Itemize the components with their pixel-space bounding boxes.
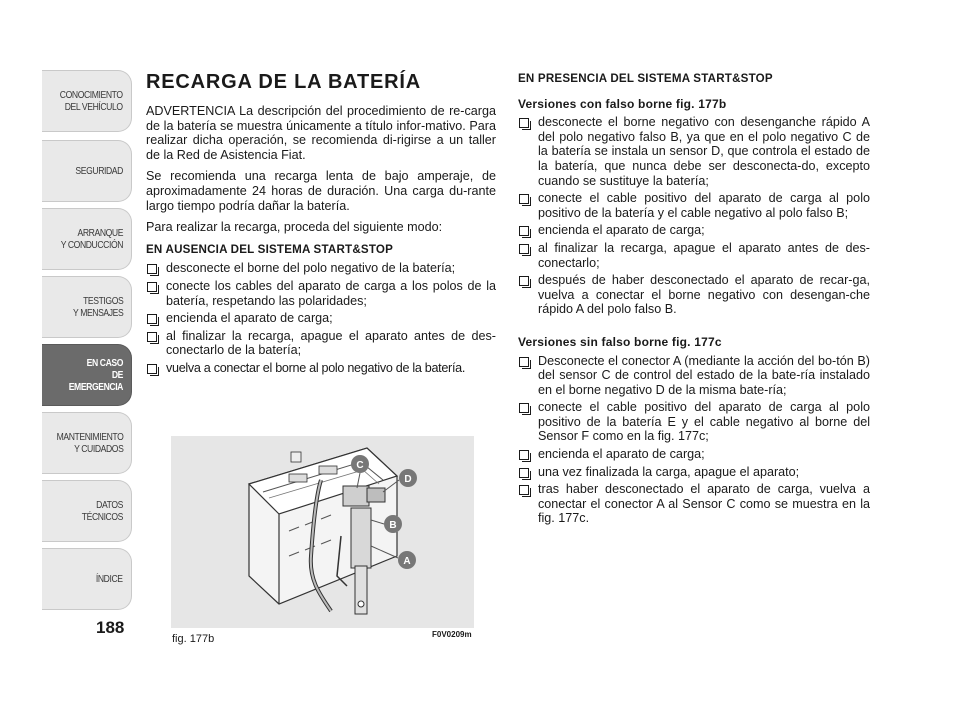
list-item: encienda el aparato de carga; (518, 447, 870, 462)
tab-label: ÍNDICE (96, 573, 123, 585)
tab-mantenimiento-y-cuidados[interactable] (42, 412, 132, 474)
list-item: vuelva a conectar el borne al polo negativo de la batería. (146, 361, 496, 376)
tab-datos-tecnicos[interactable] (42, 480, 132, 542)
checkbox-bullet-icon (147, 282, 157, 292)
svg-text:D: D (404, 474, 412, 485)
checkbox-bullet-icon (519, 194, 529, 204)
list-item: después de haber desconectado el aparato de recar-ga, vuelva a conectar el borne negativo con desengan-che rápido A del polo falso B. (518, 273, 870, 317)
list-item: Desconecte el conector A (mediante la acción del bo-tón B) del sensor C de control del estado de la bate-ría instalado en el borne negativo D de la misma bate-ría; (518, 354, 870, 398)
label-d (399, 469, 417, 487)
tab-testigos-y-mensajes[interactable] (42, 276, 132, 338)
heading-with-start-stop: EN PRESENCIA DEL SISTEMA START&STOP (518, 72, 773, 85)
checkbox-bullet-icon (147, 314, 157, 324)
list-item: tras haber desconectado el aparato de carga, vuelva a conectar el conector A al Sensor C como se muestra en la fig. 177c. (518, 482, 870, 526)
checkbox-bullet-icon (519, 485, 529, 495)
tab-label: DATOS TÉCNICOS (81, 499, 123, 523)
recommendation-paragraph: Se recomienda una recarga lenta de bajo amperaje, de aproximadamente 24 horas de duración. Una carga du-rante largo tiempo podría dañar la batería. (146, 169, 496, 213)
procedure-intro: Para realizar la recarga, proceda del siguiente modo: (146, 220, 443, 235)
checkbox-bullet-icon (519, 118, 529, 128)
tab-indice[interactable] (42, 548, 132, 610)
checkbox-bullet-icon (519, 403, 529, 413)
right-column (518, 70, 870, 532)
section-without-false-terminal-title: Versiones sin falso borne fig. 177c (518, 334, 722, 349)
page-number: 188 (96, 618, 125, 637)
warning-paragraph: ADVERTENCIA La descripción del procedimiento de re-carga de la batería se muestra únicamente a título infor-mativo. Para realizar dicha operación, se recomienda di-rigirse a un taller de la Red de Asistencia Fiat. (146, 104, 496, 162)
checkbox-bullet-icon (147, 364, 157, 374)
left-column (146, 70, 496, 382)
tab-label: CONOCIMIENTO DEL VEHÍCULO (60, 89, 123, 113)
tab-label: MANTENIMIENTO Y CUIDADOS (56, 431, 123, 455)
label-c (351, 455, 369, 473)
list-item: una vez finalizada la carga, apague el aparato; (518, 465, 870, 480)
tab-seguridad[interactable] (42, 140, 132, 202)
subheading-without-start-stop: EN AUSENCIA DEL SISTEMA START&STOP (146, 242, 394, 256)
figure-code: F0V0209m (432, 630, 472, 639)
list-item: conecte el cable positivo del aparato de carga al polo positivo de la batería E y el cable negativo al borne del Sensor F como en la fig. 177c; (518, 400, 870, 444)
svg-text:C: C (356, 460, 364, 471)
figure-caption: fig. 177b (172, 633, 215, 645)
checkbox-bullet-icon (519, 244, 529, 254)
list-item: al finalizar la recarga, apague el aparato antes de des-conectarlo de la batería; (146, 329, 496, 358)
svg-text:B: B (389, 520, 397, 531)
tab-label: TESTIGOS Y MENSAJES (72, 295, 123, 319)
tab-label: ARRANQUE Y CONDUCCIÓN (60, 227, 123, 251)
list-item: al finalizar la recarga, apague el aparato antes de des-conectarlo; (518, 241, 870, 270)
checkbox-bullet-icon (519, 226, 529, 236)
tab-arranque-y-conduccion[interactable] (42, 208, 132, 270)
label-a (398, 551, 416, 569)
tab-en-caso-de-emergencia[interactable] (42, 344, 132, 406)
checkbox-bullet-icon (519, 468, 529, 478)
section-with-false-terminal-title: Versiones con falso borne fig. 177b (518, 96, 727, 111)
steps-without-start-stop (146, 261, 496, 375)
checkbox-bullet-icon (519, 357, 529, 367)
checkbox-bullet-icon (147, 332, 157, 342)
tab-label: SEGURIDAD (75, 165, 123, 177)
steps-without-false-terminal (518, 354, 870, 527)
list-item: encienda el aparato de carga; (146, 311, 496, 326)
page-title: RECARGA DE LA BATERÍA (146, 71, 421, 93)
battery-illustration (171, 436, 474, 628)
list-item: conecte el cable positivo del aparato de carga al polo positivo de la batería y el cable negativo al polo falso B; (518, 191, 870, 220)
checkbox-bullet-icon (519, 450, 529, 460)
label-b (384, 515, 402, 533)
steps-with-false-terminal (518, 115, 870, 317)
list-item: conecte los cables del aparato de carga a los polos de la batería, respetando las polaridades; (146, 279, 496, 308)
battery-figure (171, 436, 474, 628)
tab-label: EN CASO DE EMERGENCIA (68, 357, 123, 393)
list-item: desconecte el borne del polo negativo de la batería; (146, 261, 496, 276)
svg-text:A: A (403, 556, 411, 567)
tab-conocimiento-del-vehiculo[interactable] (42, 70, 132, 132)
list-item: desconecte el borne negativo con desenganche rápido A del polo negativo falso B, ya que en el polo negativo C de la batería se instala un sensor D, que controla el estado de la batería, que nunca debe ser desconecta-do, excepto cuando se sustituye la batería; (518, 115, 870, 188)
list-item: encienda el aparato de carga; (518, 223, 870, 238)
checkbox-bullet-icon (147, 264, 157, 274)
checkbox-bullet-icon (519, 276, 529, 286)
